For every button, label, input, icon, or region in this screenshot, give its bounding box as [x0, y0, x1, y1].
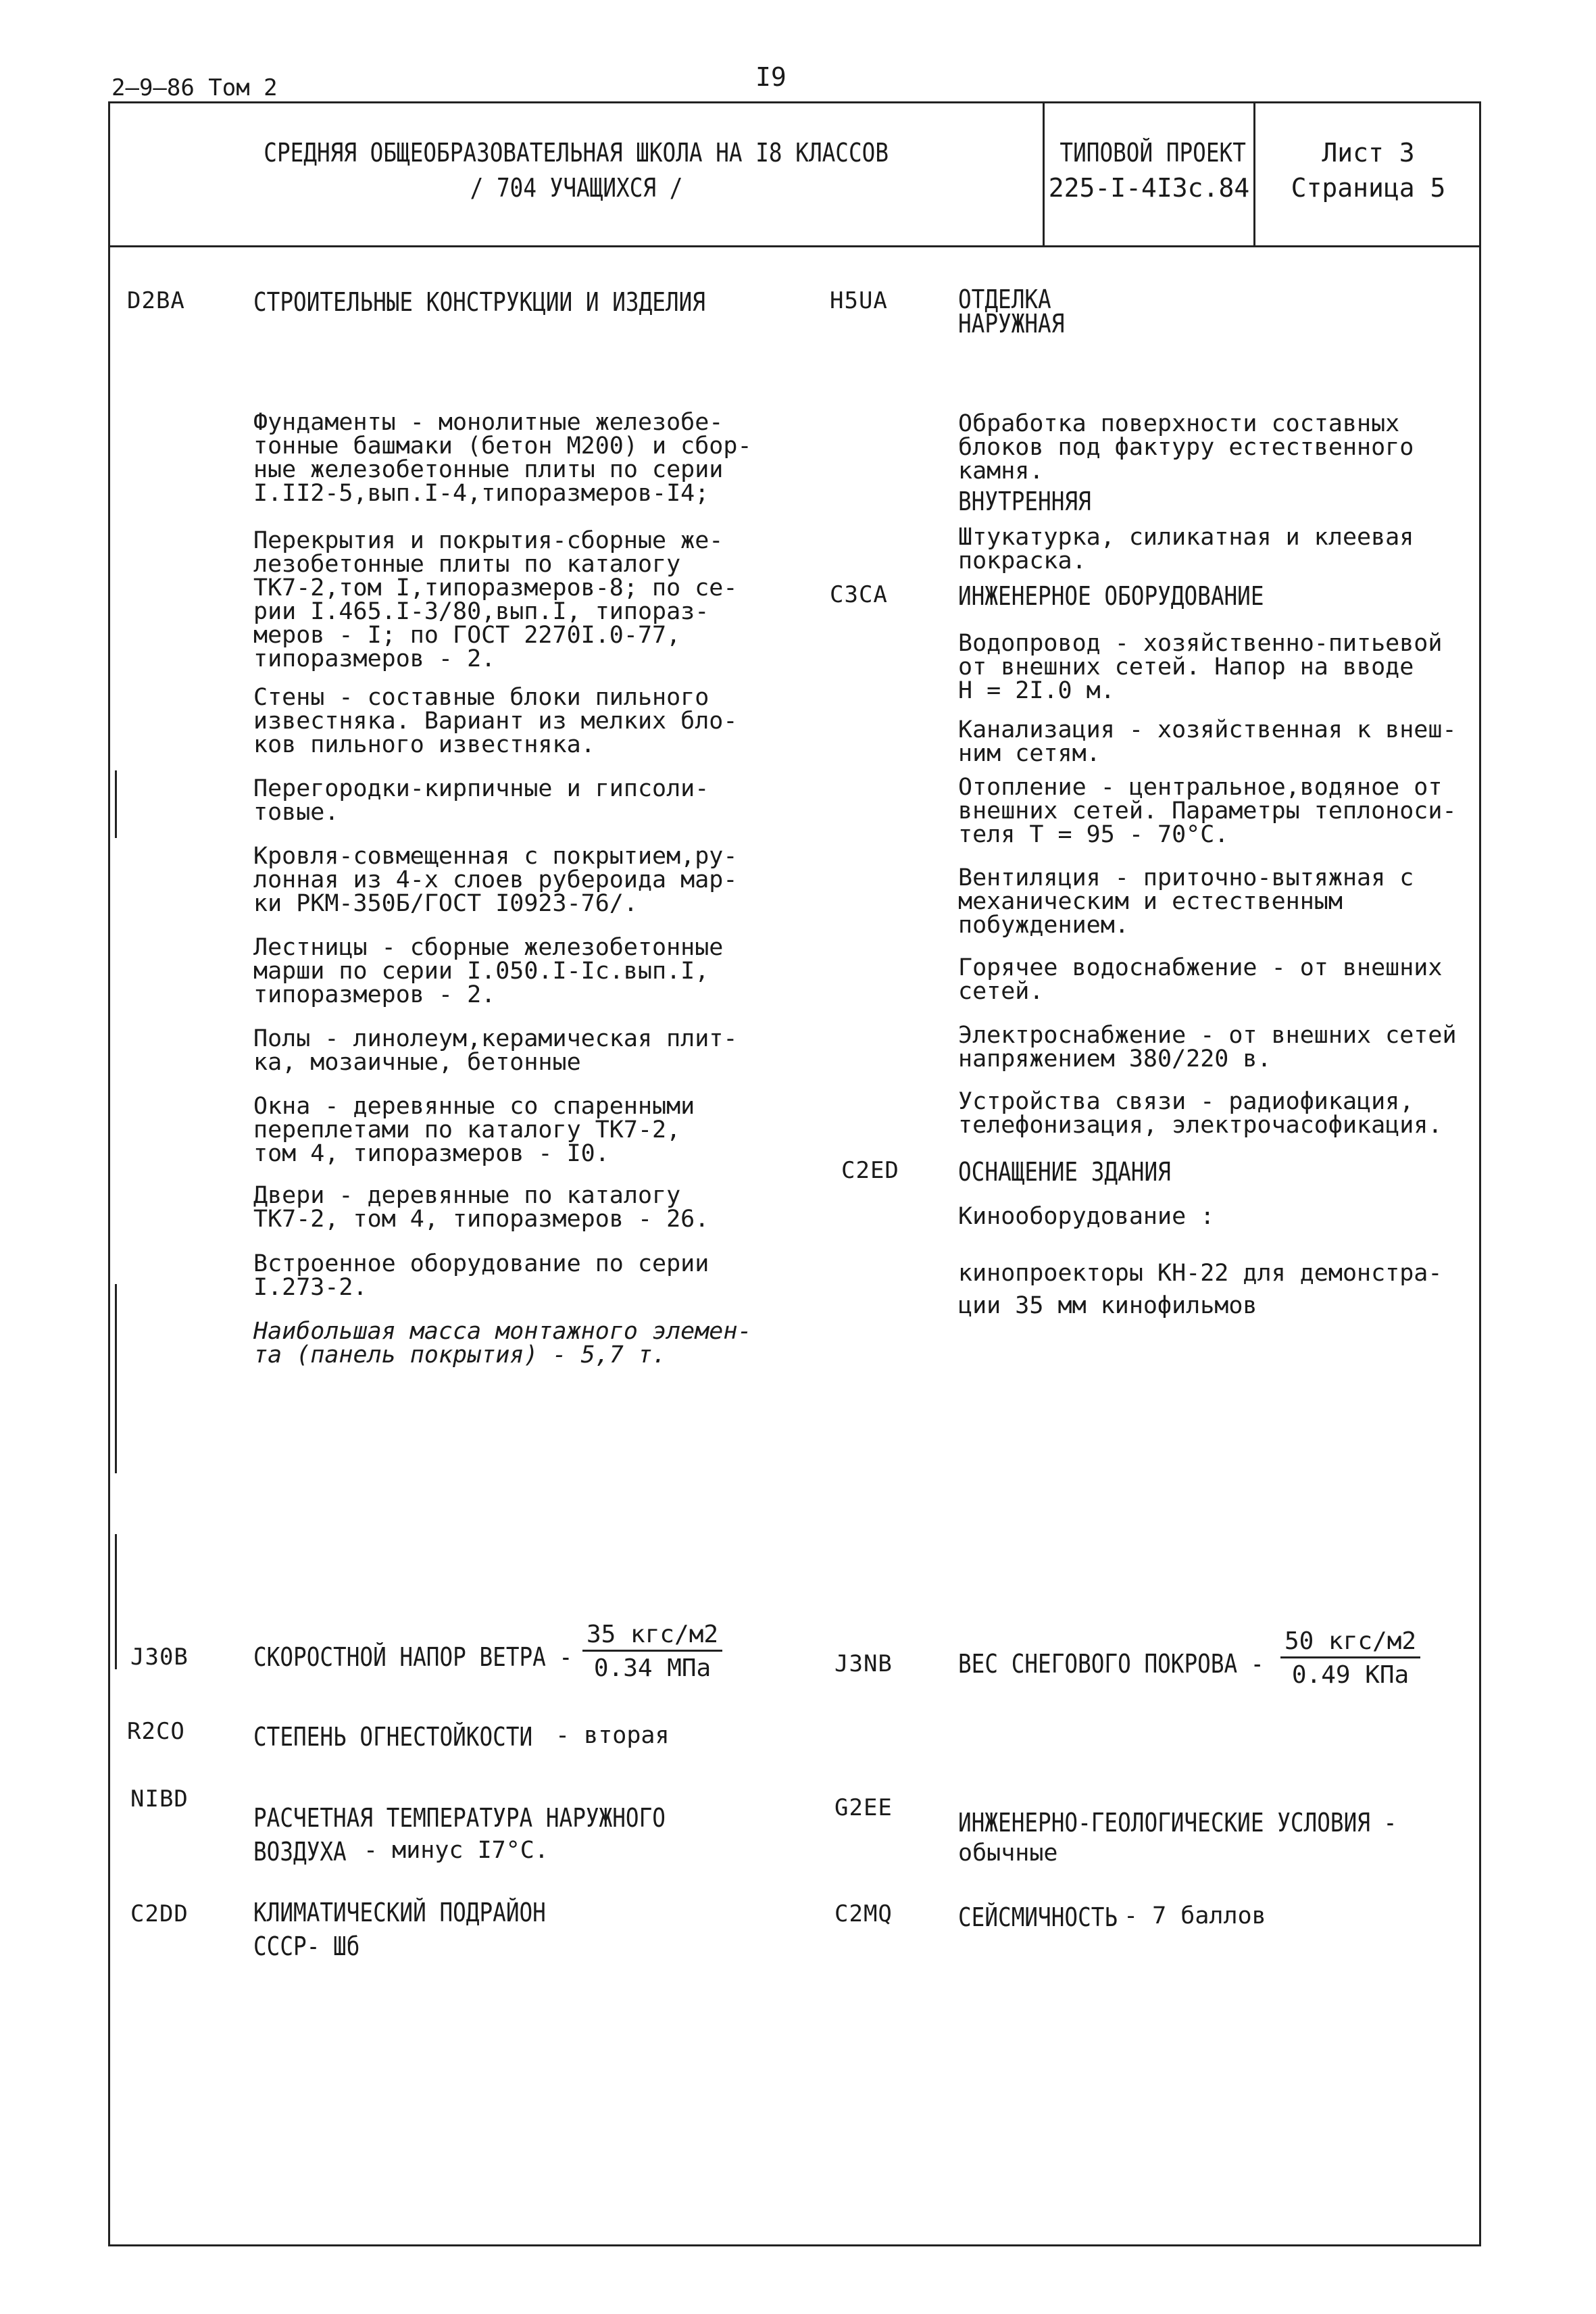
section-heading-finishing [958, 285, 1065, 339]
max-mass-text: Наибольшая масса монтажного элемен- та (панель покрытия) - 5,7 т. [253, 1318, 752, 1369]
interior-finish-text: Штукатурка, силикатная и клеевая покраска. [958, 524, 1414, 574]
slabs-text: Перекрытия и покрытия-сборные же- лезобетонные плиты по каталогу ТК7-2,том I,типоразмеров-8; по се- рии I.465.I-3/80,вып.I, типораз- меров - I; по ГОСТ 2270I.0-77, типоразмеров - 2. [253, 527, 738, 672]
section-code-equipment: C2ED [841, 1157, 899, 1184]
margin-mark [115, 1534, 117, 1669]
seismic-code: C2MQ [834, 1900, 893, 1927]
header-divider [108, 245, 1481, 247]
snow-value-kpa: 0.49 КПа [1291, 1661, 1410, 1689]
project-label: ТИПОВОЙ ПРОЕКТ [1059, 138, 1246, 168]
fire-value: - вторая [555, 1722, 670, 1749]
wind-label: СКОРОСТНОЙ НАПОР ВЕТРА - [253, 1642, 573, 1672]
school-title: СРЕДНЯЯ ОБЩЕОБРАЗОВАТЕЛЬНАЯ ШКОЛА НА I8 КЛАССОВ [264, 138, 889, 168]
sheet-number: Лист 3 [1322, 138, 1415, 168]
section-heading-engineering: ИНЖЕНЕРНОЕ ОБОРУДОВАНИЕ [958, 581, 1264, 611]
project-code: 225-I-4I3с.84 [1048, 173, 1250, 203]
projectors-line-1: кинопроекторы КН-22 для демонстра- [958, 1260, 1443, 1287]
climate-line-1: КЛИМАТИЧЕСКИЙ ПОДРАЙОН [253, 1898, 546, 1927]
section-code-finishing: H5UA [830, 287, 888, 314]
built-in-equipment-text: Встроенное оборудование по серии I.273-2. [253, 1250, 709, 1301]
foundations-text: Фундаменты - монолитные железобе- тонные башмаки (бетон М200) и сбор- ные железобетонные плиты по серии I.II2-5,вып.I-4,типоразмеров-I4; [253, 409, 752, 507]
temp-line-2-value: - минус I7°С. [364, 1837, 549, 1864]
fire-code: R2CO [127, 1718, 185, 1745]
cinema-equipment-label: Кинооборудование : [958, 1203, 1215, 1230]
snow-label: ВЕС СНЕГОВОГО ПОКРОВА - [958, 1649, 1264, 1679]
temp-line-2-caps: ВОЗДУХА [253, 1837, 347, 1867]
project-block [1045, 135, 1253, 205]
finishing-heading-line1: ОТДЕЛКА [958, 285, 1051, 314]
temp-line-1: РАСЧЕТНАЯ ТЕМПЕРАТУРА НАРУЖНОГО [253, 1803, 666, 1833]
windows-text: Окна - деревянные со спаренными переплетами по каталогу ТК7-2, том 4, типоразмеров - I0. [253, 1093, 695, 1167]
section-code-construction: D2BA [127, 287, 185, 314]
doc-reference: 2–9–86 Том 2 [111, 74, 278, 101]
school-capacity: / 704 УЧАЩИХСЯ / [470, 173, 683, 203]
wind-code: J30B [130, 1644, 189, 1671]
climate-line-2: СССР- Шб [253, 1931, 360, 1961]
title-block [110, 135, 1043, 205]
section-code-engineering: C3CA [830, 581, 888, 608]
communications-text: Устройства связи - радиофикация, телефонизация, электрочасофикация. [958, 1088, 1443, 1139]
geo-line-1: ИНЖЕНЕРНО-ГЕОЛОГИЧЕСКИЕ УСЛОВИЯ - [958, 1808, 1397, 1838]
floors-text: Полы - линолеум,керамическая плит- ка, мозаичные, бетонные [253, 1025, 738, 1076]
partitions-text: Перегородки-кирпичные и гипсоли- товые. [253, 775, 709, 826]
walls-text: Стены - составные блоки пильного известняка. Вариант из мелких бло- ков пильного известняка. [253, 684, 738, 758]
sheet-block [1255, 135, 1481, 205]
snow-value-kgs: 50 кгс/м2 [1280, 1627, 1420, 1658]
temp-code: NIBD [130, 1786, 189, 1813]
wind-value-mpa: 0.34 МПа [593, 1654, 712, 1682]
exterior-finish-text: Обработка поверхности составных блоков под фактуру естественного камня. [958, 410, 1414, 485]
sheet-page: Страница 5 [1291, 173, 1446, 203]
climate-code: C2DD [130, 1900, 189, 1927]
snow-code: J3NB [834, 1650, 893, 1677]
interior-finish-heading: ВНУТРЕННЯЯ [958, 487, 1091, 516]
section-heading-equipment: ОСНАЩЕНИЕ ЗДАНИЯ [958, 1157, 1171, 1187]
seismic-label: СЕЙСМИЧНОСТЬ [958, 1902, 1118, 1932]
fire-label: СТЕПЕНЬ ОГНЕСТОЙКОСТИ [253, 1722, 533, 1752]
projectors-line-2: ции 35 мм кинофильмов [958, 1292, 1257, 1319]
roof-text: Кровля-совмещенная с покрытием,ру- лонная из 4-х слоев рубероида мар- ки РКМ-350Б/ГОСТ I0923-76/. [253, 843, 738, 917]
snow-fraction [1280, 1627, 1420, 1689]
water-supply-text: Водопровод - хозяйственно-питьевой от внешних сетей. Напор на вводе Н = 2I.0 м. [958, 630, 1443, 704]
page-number: I9 [755, 62, 787, 92]
sewerage-text: Канализация - хозяйственная к внеш- ним сетям. [958, 716, 1457, 767]
wind-value-kgs: 35 кгс/м2 [582, 1621, 722, 1652]
wind-fraction [582, 1621, 722, 1682]
power-supply-text: Электроснабжение - от внешних сетей напряжением 380/220 в. [958, 1022, 1457, 1073]
ventilation-text: Вентиляция - приточно-вытяжная с механическим и естественным побуждением. [958, 864, 1414, 939]
margin-mark [115, 1284, 117, 1473]
heating-text: Отопление - центральное,водяное от внешних сетей. Параметры теплоноси- теля Т = 95 - 70°С. [958, 774, 1457, 848]
geo-code: G2EE [834, 1794, 893, 1821]
margin-mark [115, 770, 117, 838]
stairs-text: Лестницы - сборные железобетонные марши по серии I.050.I-Iс.вып.I, типоразмеров - 2. [253, 934, 724, 1008]
seismic-value: - 7 баллов [1124, 1902, 1266, 1929]
section-heading-construction: СТРОИТЕЛЬНЫЕ КОНСТРУКЦИИ И ИЗДЕЛИЯ [253, 287, 705, 317]
geo-line-2: обычные [958, 1840, 1058, 1867]
doors-text: Двери - деревянные по каталогу ТК7-2, том 4, типоразмеров - 26. [253, 1182, 709, 1233]
finishing-heading-line2: НАРУЖНАЯ [958, 309, 1065, 339]
hot-water-text: Горячее водоснабжение - от внешних сетей. [958, 954, 1443, 1005]
